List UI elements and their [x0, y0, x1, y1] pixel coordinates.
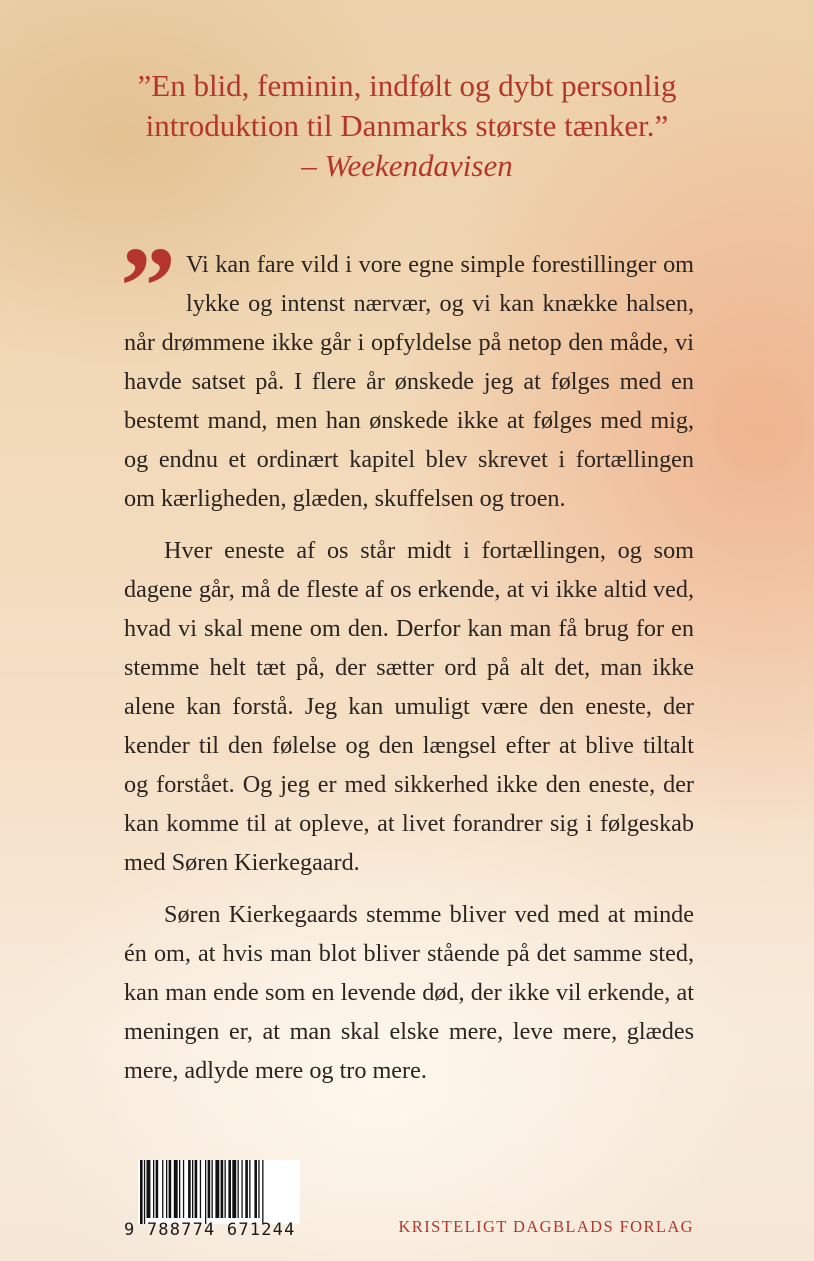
review-quote-line-2: introduktion til Danmarks største tænker.” — [145, 108, 669, 143]
barcode-bar — [169, 1160, 172, 1218]
barcode-bar — [245, 1160, 248, 1218]
review-quote-line-1: ”En blid, feminin, indfølt og dybt personlig — [137, 68, 677, 103]
barcode-bar — [188, 1160, 191, 1218]
barcode-bar — [166, 1160, 167, 1218]
blurb-paragraph-3: Søren Kierkegaards stemme bliver ved med at minde én om, at hvis man blot bliver stående på det samme sted, kan man ende som en levende død, der ikke vil erkende, at meningen er, at man skal elske mere, leve mere, glædes mere, adlyde mere og tro mere. — [124, 901, 694, 1084]
barcode-bar — [195, 1160, 198, 1218]
blurb-paragraph-1 — [120, 225, 694, 518]
barcode-bar — [228, 1160, 231, 1218]
barcode-bar — [262, 1160, 263, 1224]
isbn-digits: 9 788774 671244 — [124, 1220, 296, 1240]
barcode-bar — [258, 1160, 259, 1218]
barcode-bar — [205, 1160, 206, 1224]
barcode-bar — [212, 1160, 213, 1218]
barcode-bar — [156, 1160, 159, 1218]
barcode-bar — [254, 1160, 257, 1218]
blurb-paragraph-1-text: Vi kan fare vild i vore egne simple forestillinger om lykke og intenst nærvær, og vi kan knække halsen, når drømmene ikke går i opfyldelse på netop den måde, vi havde satset på. I flere år ønskede jeg at følges med en bestemt mand, men han ønskede ikke at følges med mig, og endnu et ordinært kapitel blev skrevet i fortællingen om kærligheden, glæden, skuffelsen og troen. — [124, 251, 694, 512]
barcode-bar — [238, 1160, 239, 1218]
review-quote — [0, 66, 814, 186]
barcode-bar — [249, 1160, 250, 1218]
barcode-bar — [192, 1160, 193, 1218]
blurb-text — [120, 225, 694, 1103]
barcode-bar — [140, 1160, 143, 1224]
barcode-bar — [179, 1160, 180, 1218]
barcode-bar — [232, 1160, 236, 1218]
isbn-barcode — [124, 1160, 304, 1240]
barcode-bar — [208, 1160, 211, 1218]
barcode-bar — [200, 1160, 201, 1218]
blurb-paragraph-2: Hver eneste af os står midt i fortællingen, og som dagene går, må de fleste af os erkende, at vi ikke altid ved, hvad vi skal mene om den. Derfor kan man få brug for en stemme helt tæt på, der sætter ord på alt det, man ikke alene kan forstå. Jeg kan umuligt være den eneste, der kender til den følelse og den længsel efter at blive tiltalt og forstået. Og jeg er med sikkerhed ikke den eneste, der kan komme til at opleve, at livet forandrer sig i følgeskab med Søren Kierkegaard. — [124, 537, 694, 876]
barcode-bar — [221, 1160, 224, 1218]
barcode-bar — [174, 1160, 178, 1218]
barcode-bar — [153, 1160, 154, 1218]
quote-mark-icon: ” — [120, 225, 176, 349]
barcode-bar — [215, 1160, 219, 1218]
barcode-bars-icon — [138, 1160, 300, 1224]
publisher-name: KRISTELIGT DAGBLADS FORLAG — [398, 1217, 694, 1236]
barcode-bar — [241, 1160, 242, 1218]
barcode-bar — [225, 1160, 226, 1218]
barcode-bar — [162, 1160, 163, 1218]
barcode-bar — [147, 1160, 151, 1218]
barcode-bar — [144, 1160, 145, 1224]
review-source: – Weekendavisen — [301, 148, 513, 183]
barcode-bar — [183, 1160, 184, 1218]
